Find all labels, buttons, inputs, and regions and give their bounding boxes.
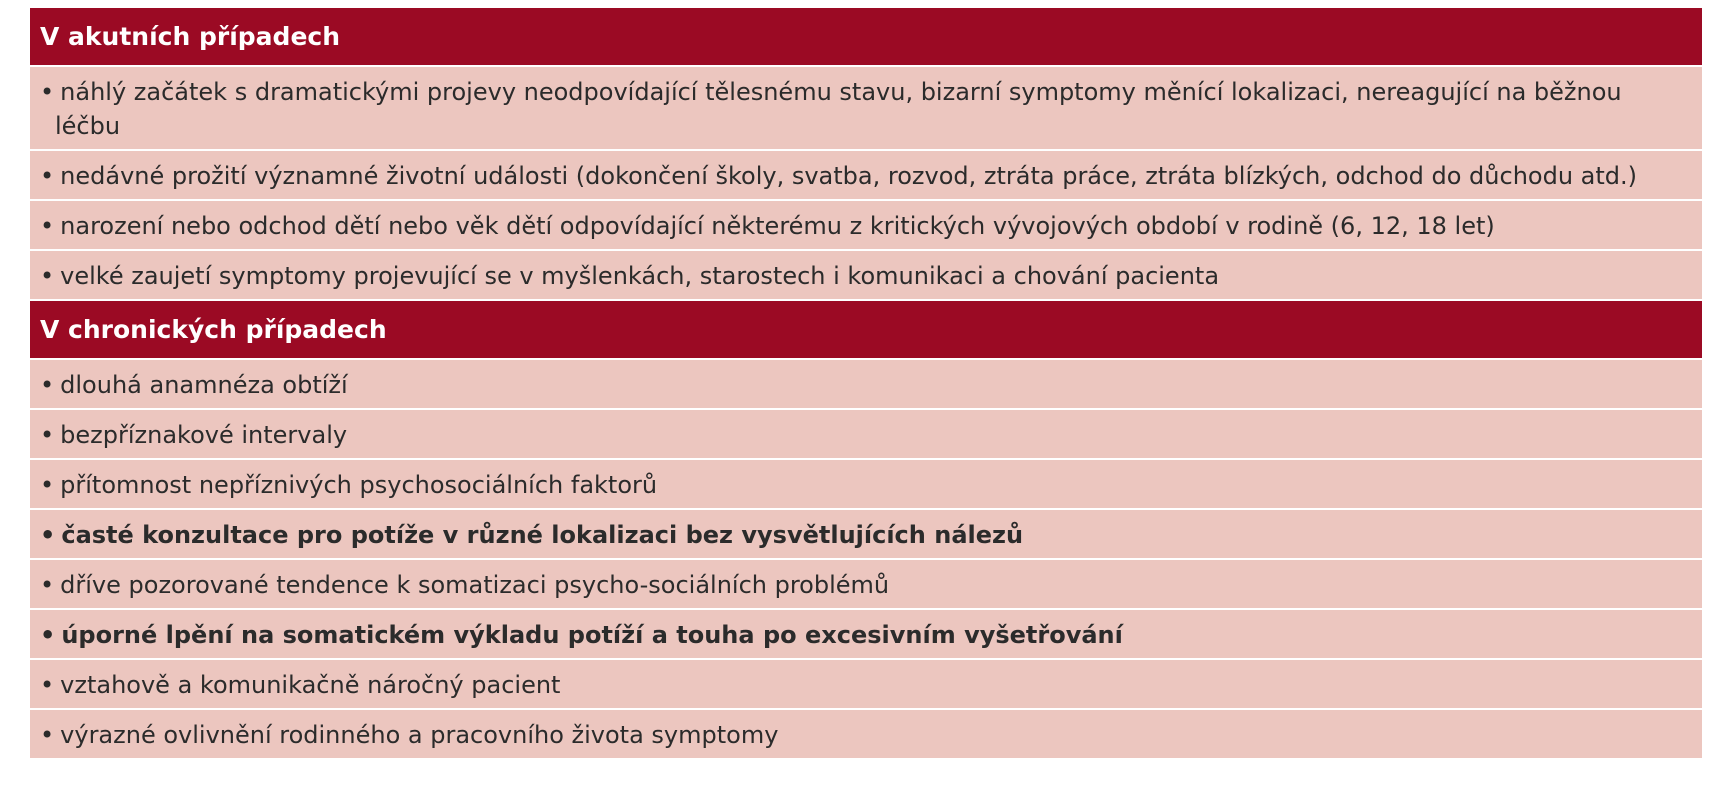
bullet-icon: • — [40, 212, 55, 240]
item-text: bezpříznakové intervaly — [60, 421, 348, 449]
list-item — [30, 560, 1702, 610]
item-text: výrazné ovlivnění rodinného a pracovního života symptomy — [60, 721, 779, 749]
item-text: vztahově a komunikačně náročný pacient — [60, 671, 561, 699]
list-item — [30, 510, 1702, 560]
bullet-icon: • — [40, 78, 55, 106]
item-text: náhlý začátek s dramatickými projevy neodpovídající tělesnému stavu, bizarní symptomy měnící lokalizaci, nereagující na běžnou léčbu — [55, 78, 1622, 140]
section-header-acute: V akutních případech — [30, 8, 1702, 67]
bullet-icon: • — [40, 621, 56, 649]
item-text: dlouhá anamnéza obtíží — [60, 371, 348, 399]
item-text: velké zaujetí symptomy projevující se v myšlenkách, starostech i komunikaci a chování pacienta — [60, 262, 1220, 290]
criteria-table — [30, 8, 1702, 760]
list-item — [30, 201, 1702, 251]
bullet-icon: • — [40, 671, 55, 699]
list-item — [30, 710, 1702, 760]
item-text: časté konzultace pro potíže v různé lokalizaci bez vysvětlujících nálezů — [61, 521, 1024, 549]
bullet-icon: • — [40, 421, 55, 449]
list-item — [30, 460, 1702, 510]
item-text: nedávné prožití významné životní události (dokončení školy, svatba, rozvod, ztráta práce, ztráta blízkých, odchod do důchodu atd.) — [60, 162, 1638, 190]
item-text: narození nebo odchod dětí nebo věk dětí odpovídající některému z kritických vývojových období v rodině (6, 12, 18 let) — [60, 212, 1495, 240]
bullet-icon: • — [40, 162, 55, 190]
bullet-icon: • — [40, 521, 56, 549]
list-item — [30, 67, 1702, 151]
list-item — [30, 360, 1702, 410]
bullet-icon: • — [40, 721, 55, 749]
list-item — [30, 251, 1702, 301]
bullet-icon: • — [40, 571, 55, 599]
bullet-icon: • — [40, 471, 55, 499]
section-header-chronic: V chronických případech — [30, 301, 1702, 360]
list-item — [30, 410, 1702, 460]
list-item — [30, 660, 1702, 710]
item-text: dříve pozorované tendence k somatizaci psycho-sociálních problémů — [60, 571, 890, 599]
list-item — [30, 610, 1702, 660]
bullet-icon: • — [40, 262, 55, 290]
list-item — [30, 151, 1702, 201]
item-text: přítomnost nepříznivých psychosociálních faktorů — [60, 471, 658, 499]
bullet-icon: • — [40, 371, 55, 399]
item-text: úporné lpění na somatickém výkladu potíží a touha po excesivním vyšetřování — [61, 621, 1123, 649]
